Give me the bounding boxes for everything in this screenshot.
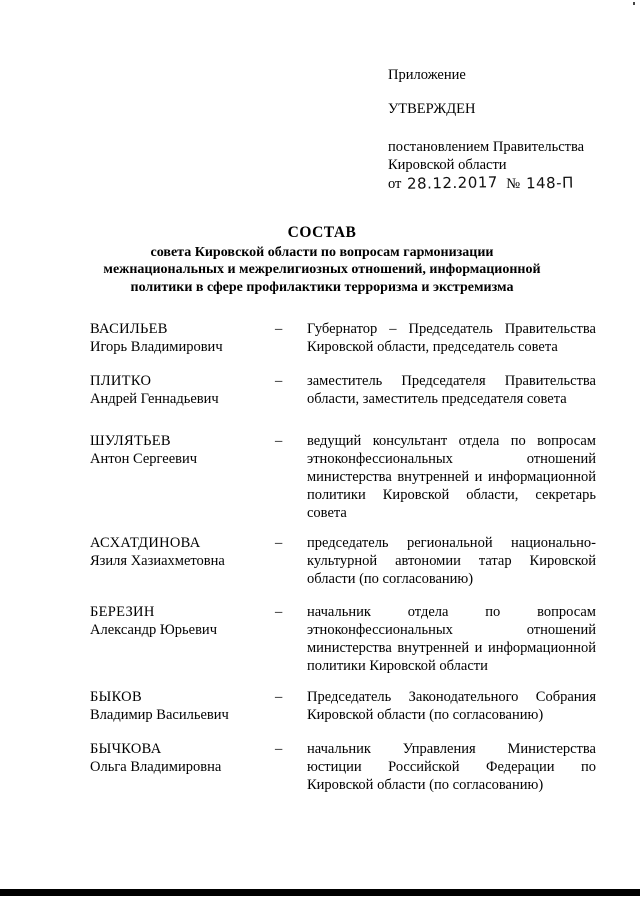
member-name bbox=[90, 688, 270, 724]
member-given-name: Ольга Владимировна bbox=[90, 759, 222, 775]
member-surname: ПЛИТКО bbox=[90, 373, 152, 389]
decree-line-2: Кировской области bbox=[388, 157, 507, 173]
member-surname: ВАСИЛЬЕВ bbox=[90, 321, 168, 337]
member-dash: – bbox=[275, 689, 283, 705]
member-dash: – bbox=[275, 604, 283, 620]
member-surname: АСХАТДИНОВА bbox=[90, 535, 201, 551]
member-name bbox=[90, 534, 270, 570]
member-given-name: Антон Сергеевич bbox=[90, 451, 198, 467]
member-role: Губернатор – Председатель Правительства Кировской области, председатель совета bbox=[307, 321, 596, 355]
handwritten-date: 28.12.2017 bbox=[407, 173, 499, 193]
appendix-label: Приложение bbox=[388, 67, 466, 83]
member-name bbox=[90, 740, 270, 776]
member-surname: БЫКОВ bbox=[90, 689, 142, 705]
member-dash: – bbox=[275, 741, 283, 757]
scan-edge-bar bbox=[0, 889, 640, 896]
member-name bbox=[90, 432, 270, 468]
member-dash: – bbox=[275, 321, 283, 337]
decree-date-number-line bbox=[388, 174, 628, 193]
document-title bbox=[20, 224, 624, 296]
member-role: начальник Управления Министерства юстиции Российской Федерации по Кировской области (по согласованию) bbox=[307, 741, 596, 793]
member-role: начальник отдела по вопросам этноконфессиональных отношений министерства внутренней и информационной политики Кировской области bbox=[307, 604, 596, 674]
member-role: председатель региональной национально-культурной автономии татар Кировской области (по согласованию) bbox=[307, 535, 596, 587]
member-name bbox=[90, 320, 270, 356]
member-given-name: Язиля Хазиахметовна bbox=[90, 553, 225, 569]
member-name bbox=[90, 603, 270, 639]
member-given-name: Владимир Васильевич bbox=[90, 707, 229, 723]
title-line-1: совета Кировской области по вопросам гармонизации bbox=[150, 244, 494, 260]
from-prefix: от bbox=[388, 176, 402, 192]
member-given-name: Андрей Геннадьевич bbox=[90, 391, 219, 407]
member-given-name: Игорь Владимирович bbox=[90, 339, 223, 355]
approved-label: УТВЕРЖДЕН bbox=[388, 101, 476, 117]
member-role: Председатель Законодательного Собрания Кировской области (по согласованию) bbox=[307, 689, 596, 723]
decree-line-1: постановлением Правительства bbox=[388, 139, 585, 155]
member-dash: – bbox=[275, 373, 283, 389]
member-surname: БЫЧКОВА bbox=[90, 741, 162, 757]
approval-block bbox=[388, 66, 628, 193]
member-role: ведущий консультант отдела по вопросам этноконфессиональных отношений министерства внутренней и информационной политики Кировской области, секретарь совета bbox=[307, 433, 596, 521]
member-dash: – bbox=[275, 535, 283, 551]
member-surname: ШУЛЯТЬЕВ bbox=[90, 433, 171, 449]
handwritten-number: 148-П bbox=[525, 173, 575, 193]
member-given-name: Александр Юрьевич bbox=[90, 622, 217, 638]
title-line-2: межнациональных и межрелигиозных отношений, информационной bbox=[103, 262, 541, 277]
title-line-3: политики в сфере профилактики терроризма и экстремизма bbox=[130, 279, 514, 295]
member-name bbox=[90, 372, 270, 408]
member-role: заместитель Председателя Правительства области, заместитель председателя совета bbox=[307, 373, 596, 407]
scan-mark bbox=[633, 2, 635, 5]
number-sign: № bbox=[506, 176, 521, 192]
member-surname: БЕРЕЗИН bbox=[90, 604, 155, 620]
title-heading: СОСТАВ bbox=[287, 224, 357, 241]
member-dash: – bbox=[275, 433, 283, 449]
